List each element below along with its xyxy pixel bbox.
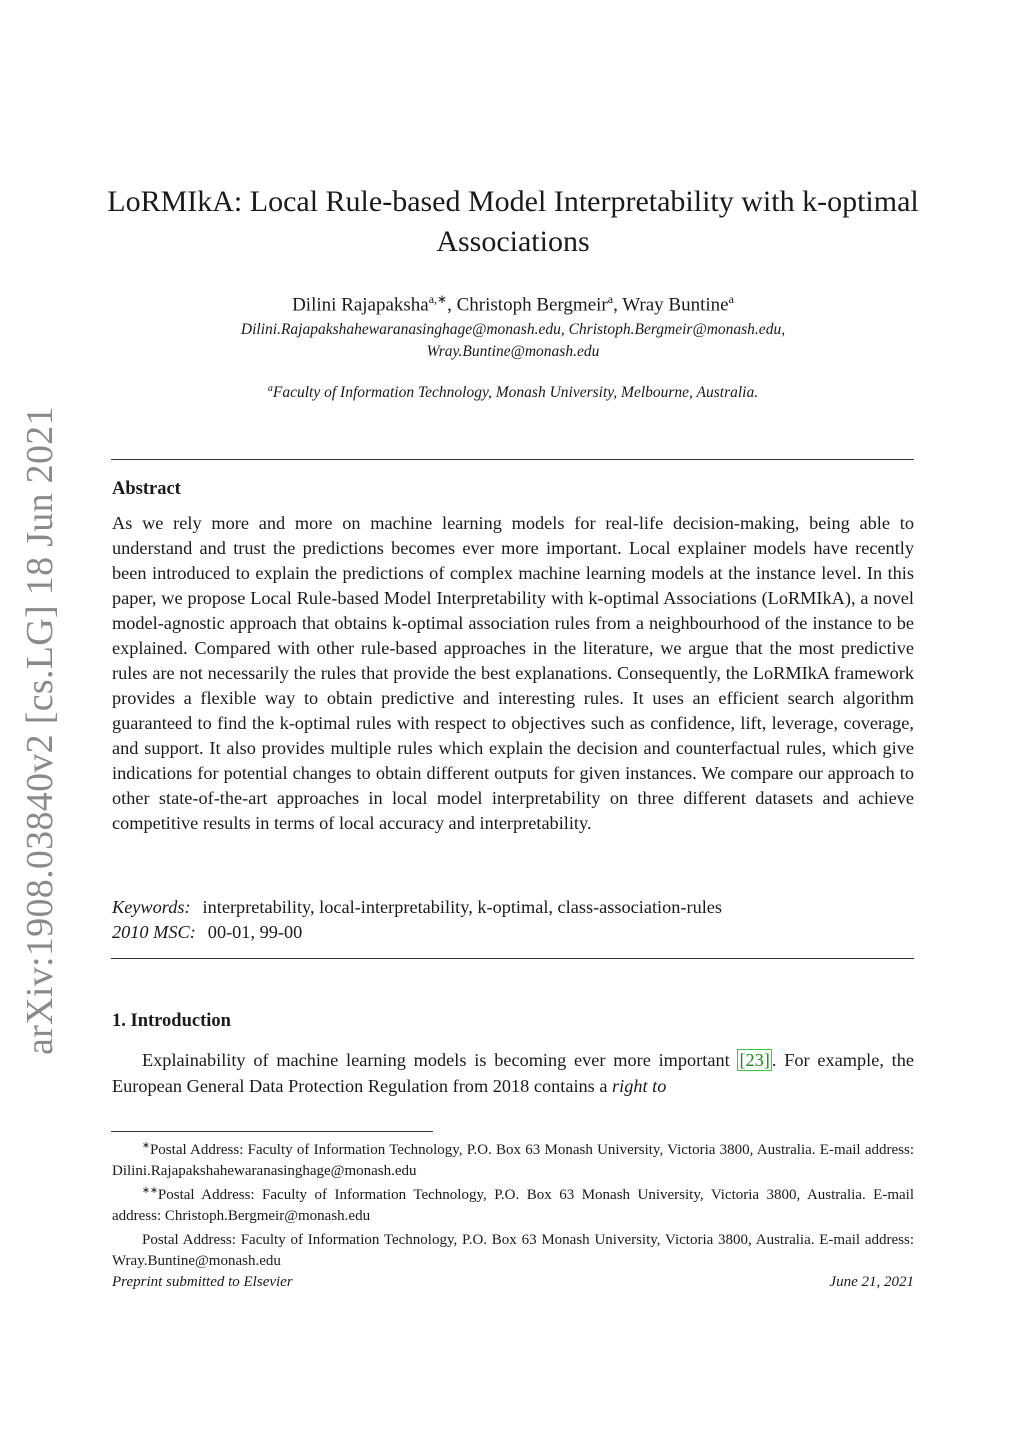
author-emails — [150, 319, 876, 363]
page-footer — [112, 1272, 914, 1292]
intro-text-middle: . For example, the European General Data Protection Regulation from 2018 contains a — [112, 1050, 914, 1096]
author-name: Wray Buntine — [622, 294, 729, 316]
author-name: Christoph Bergmeir — [456, 294, 608, 316]
intro-text-start: Explainability of machine learning models is becoming ever more important — [142, 1050, 738, 1070]
keywords-label: Keywords: — [112, 897, 191, 917]
arxiv-identifier[interactable]: arXiv:1908.03840v2 [cs.LG] 18 Jun 2021 — [19, 406, 61, 1055]
section-heading-introduction: 1. Introduction — [112, 1011, 231, 1031]
msc-value: 00-01, 99-00 — [207, 922, 303, 942]
title-line-1: LoRMIkA: Local Rule-based Model Interpretability with k-optimal — [107, 185, 919, 218]
footer-date: June 21, 2021 — [829, 1274, 914, 1290]
intro-emphasis: right to — [612, 1076, 667, 1096]
msc-line — [112, 920, 914, 945]
msc-label: 2010 MSC: — [112, 922, 196, 942]
keywords-block — [112, 895, 914, 945]
emails-line-2: Wray.Buntine@monash.edu — [426, 343, 600, 360]
affiliation-text: Faculty of Information Technology, Monash University, Melbourne, Australia. — [272, 384, 759, 402]
author-name: Dilini Rajapaksha — [292, 294, 429, 316]
footnote-text: Postal Address: Faculty of Information Technology, P.O. Box 63 Monash University, Victoria 3800, Australia. E-mail address: Christoph.Bergmeir@monash.edu — [112, 1187, 914, 1224]
author-mark: a — [728, 292, 734, 306]
author-separator: , — [613, 294, 623, 316]
author-mark: a — [607, 292, 614, 306]
footnote-text: Postal Address: Faculty of Information Technology, P.O. Box 63 Monash University, Victoria 3800, Australia. E-mail address: Wray.Buntine@monash.edu — [112, 1232, 914, 1269]
keywords-value: interpretability, local-interpretability, k-optimal, class-association-rules — [202, 897, 723, 917]
affiliation-mark: a — [267, 383, 273, 394]
footnote-mark: ∗∗ — [142, 1186, 158, 1196]
footnote — [112, 1226, 914, 1271]
author-mark: a,∗ — [428, 292, 448, 306]
title-line-2: Associations — [436, 225, 590, 258]
footnote — [112, 1136, 914, 1181]
abstract-heading: Abstract — [112, 479, 181, 499]
abstract-bottom-rule — [111, 958, 914, 959]
footnote-text: Postal Address: Faculty of Information Technology, P.O. Box 63 Monash University, Victoria 3800, Australia. E-mail address: Dilini.Rajapakshahewaranasinghage@monash.edu — [112, 1142, 914, 1179]
citation-link[interactable]: [23] — [739, 1050, 770, 1070]
footer-journal: Preprint submitted to Elsevier — [112, 1274, 293, 1290]
paper-title — [100, 182, 926, 262]
introduction-paragraph — [112, 1047, 914, 1099]
footnote-rule — [111, 1131, 433, 1132]
abstract-top-rule — [111, 459, 914, 460]
abstract-text: As we rely more and more on machine learning models for real-life decision-making, being able to understand and trust the predictions becomes ever more important. Local explainer models have recently been introduced to explain the predictions of complex machine learning models at the instance level. In this paper, we propose Local Rule-based Model Interpretability with k-optimal Associations (LoRMIkA), a novel model-agnostic approach that obtains k-optimal association rules from a neighbourhood of the instance to be explained. Compared with other rule-based approaches in the literature, we argue that the most predictive rules are not necessarily the rules that provide the best explanations. Consequently, the LoRMIkA framework provides a flexible way to obtain predictive and interesting rules. It uses an efficient search algorithm guaranteed to find the k-optimal rules with respect to objectives such as confidence, lift, leverage, coverage, and support. It also provides multiple rules which explain the decision and counterfactual rules, which give indications for potential changes to obtain different outputs for given instances. We compare our approach to other state-of-the-art approaches in local model interpretability on three different datasets and achieve competitive results in terms of local accuracy and interpretability. — [112, 513, 914, 833]
footnotes — [112, 1136, 914, 1271]
emails-line-1: Dilini.Rajapakshahewaranasinghage@monash.edu, Christoph.Bergmeir@monash.edu, — [240, 321, 786, 338]
footnote — [112, 1181, 914, 1226]
footnote-mark: ∗ — [142, 1141, 150, 1151]
author-list — [100, 286, 926, 318]
keywords-line — [112, 895, 914, 920]
author-separator: , — [447, 294, 457, 316]
affiliation — [150, 378, 876, 404]
